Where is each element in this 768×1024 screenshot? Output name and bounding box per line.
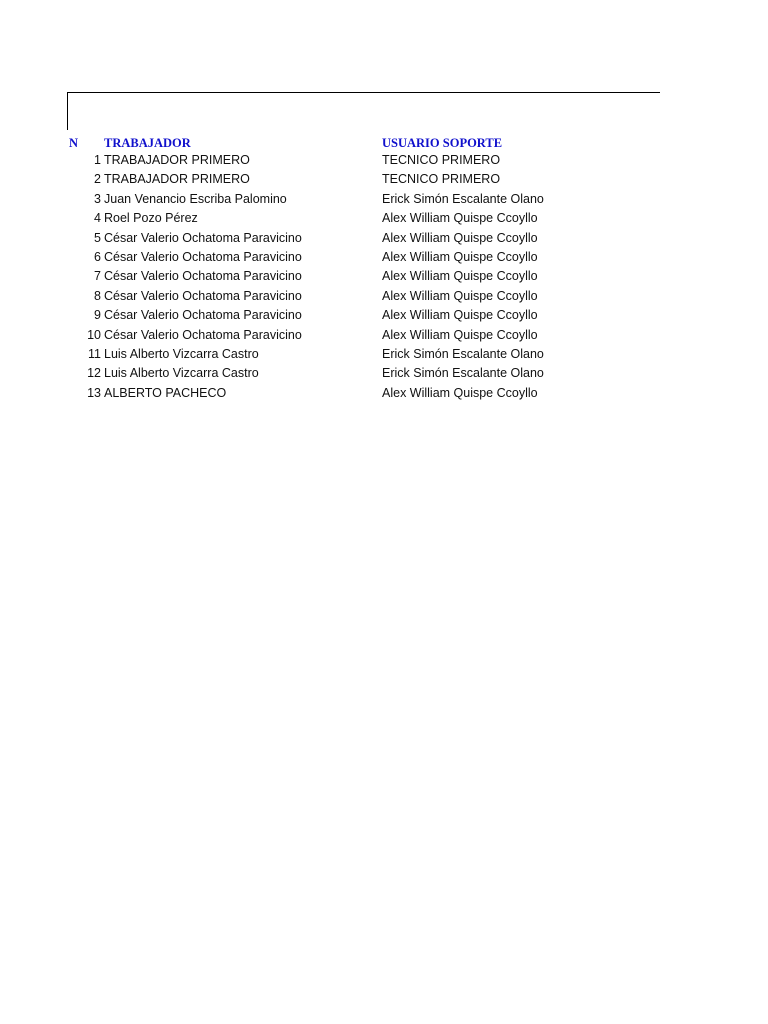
cell-n: 5 (94, 230, 101, 245)
cell-trabajador: Luis Alberto Vizcarra Castro (104, 346, 259, 361)
cell-n: 8 (94, 288, 101, 303)
cell-usuario-soporte: Erick Simón Escalante Olano (382, 346, 544, 361)
table-row (0, 209, 768, 228)
table-row (0, 287, 768, 306)
table-row (0, 364, 768, 383)
cell-usuario-soporte: Alex William Quispe Ccoyllo (382, 230, 538, 245)
cell-n: 2 (94, 172, 101, 187)
table-row (0, 248, 768, 267)
column-header-trabajador: TRABAJADOR (104, 136, 191, 150)
table-row (0, 326, 768, 345)
table-row (0, 306, 768, 325)
cell-n: 7 (94, 269, 101, 284)
table-row (0, 267, 768, 286)
cell-usuario-soporte: TECNICO PRIMERO (382, 172, 501, 187)
table-row (0, 345, 768, 364)
cell-n: 9 (94, 308, 101, 323)
cell-usuario-soporte: Alex William Quispe Ccoyllo (382, 269, 538, 284)
cell-n: 3 (94, 191, 101, 206)
table-frame-left-border (67, 92, 68, 130)
cell-n: 11 (88, 346, 101, 361)
column-header-n: N (69, 136, 79, 150)
table-row (0, 170, 768, 189)
cell-trabajador: César Valerio Ochatoma Paravicino (104, 327, 302, 342)
cell-usuario-soporte: Alex William Quispe Ccoyllo (382, 288, 538, 303)
cell-trabajador: César Valerio Ochatoma Paravicino (104, 249, 302, 264)
table-row (0, 151, 768, 170)
cell-usuario-soporte: Alex William Quispe Ccoyllo (382, 211, 538, 226)
cell-trabajador: TRABAJADOR PRIMERO (104, 172, 250, 187)
cell-n: 6 (94, 249, 101, 264)
cell-usuario-soporte: Alex William Quispe Ccoyllo (382, 327, 538, 342)
cell-trabajador: César Valerio Ochatoma Paravicino (104, 288, 302, 303)
table-frame-top-border (67, 92, 660, 93)
cell-n: 10 (87, 327, 101, 342)
cell-usuario-soporte: Alex William Quispe Ccoyllo (382, 249, 538, 264)
cell-trabajador: César Valerio Ochatoma Paravicino (104, 308, 302, 323)
cell-usuario-soporte: Erick Simón Escalante Olano (382, 191, 544, 206)
cell-n: 13 (87, 385, 101, 400)
column-header-usuario-soporte: USUARIO SOPORTE (382, 136, 503, 150)
cell-trabajador: César Valerio Ochatoma Paravicino (104, 269, 302, 284)
table-body (0, 151, 768, 403)
table-row (0, 384, 768, 403)
table-row (0, 229, 768, 248)
cell-n: 4 (94, 211, 101, 226)
cell-trabajador: TRABAJADOR PRIMERO (104, 153, 250, 167)
cell-trabajador: Luis Alberto Vizcarra Castro (104, 366, 259, 381)
cell-n: 12 (87, 366, 101, 381)
cell-usuario-soporte: Erick Simón Escalante Olano (382, 366, 544, 381)
table-row (0, 190, 768, 209)
cell-trabajador: César Valerio Ochatoma Paravicino (104, 230, 302, 245)
cell-usuario-soporte: TECNICO PRIMERO (382, 153, 501, 167)
cell-trabajador: ALBERTO PACHECO (104, 385, 227, 400)
cell-usuario-soporte: Alex William Quispe Ccoyllo (382, 385, 538, 400)
cell-trabajador: Roel Pozo Pérez (104, 211, 198, 226)
cell-usuario-soporte: Alex William Quispe Ccoyllo (382, 308, 538, 323)
cell-n: 1 (94, 153, 101, 167)
cell-trabajador: Juan Venancio Escriba Palomino (104, 191, 287, 206)
